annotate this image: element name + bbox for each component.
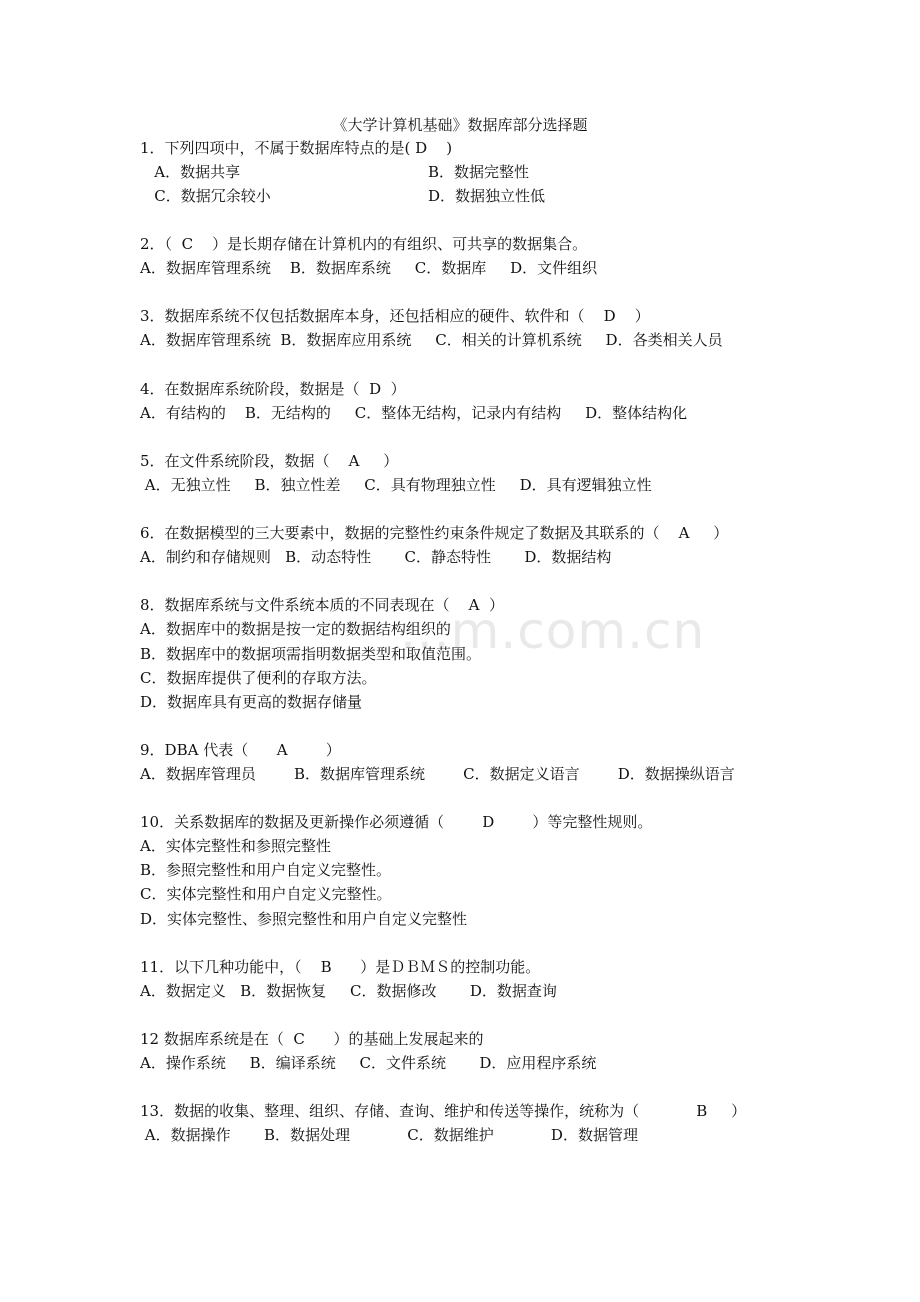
q10-option-c: C．实体完整性和用户自定义完整性。 <box>140 885 392 903</box>
q1-option-b: B．数据完整性 <box>428 163 530 181</box>
page-title: 《大学计算机基础》数据库部分选择题 <box>332 116 588 134</box>
question-11: 11．以下几种功能中，（ B ）是ＤＢＭＳ的控制功能。 <box>140 958 541 976</box>
q2-options: A．数据库管理系统 B．数据库系统 C．数据库 D．文件组织 <box>140 259 598 277</box>
question-10: 10．关系数据库的数据及更新操作必须遵循（ D ）等完整性规则。 <box>140 813 653 831</box>
question-8: 8．数据库系统与文件系统本质的不同表现在（ A ） <box>140 596 504 614</box>
q8-option-c: C．数据库提供了便利的存取方法。 <box>140 669 377 687</box>
q10-option-d: D．实体完整性、参照完整性和用户自定义完整性 <box>140 910 468 928</box>
question-2: 2．（ C ）是长期存储在计算机内的有组织、可共享的数据集合。 <box>140 235 588 253</box>
question-3: 3．数据库系统不仅包括数据库本身，还包括相应的硬件、软件和（ D ） <box>140 307 650 325</box>
question-5: 5．在文件系统阶段，数据（ A ） <box>140 452 399 470</box>
q10-option-a: A．实体完整性和参照完整性 <box>140 837 331 855</box>
question-12: 12 数据库系统是在（ C ）的基础上发展起来的 <box>140 1030 484 1048</box>
q1-option-c: C．数据冗余较小 <box>140 187 271 205</box>
q9-options: A．数据库管理员 B．数据库管理系统 C．数据定义语言 D．数据操纵语言 <box>140 765 735 783</box>
q8-option-b: B．数据库中的数据项需指明数据类型和取值范围。 <box>140 645 482 663</box>
q8-option-d: D．数据库具有更高的数据存储量 <box>140 693 363 711</box>
question-13: 13．数据的收集、整理、组织、存储、查询、维护和传送等操作，统称为（ B ） <box>140 1102 747 1120</box>
q1-option-d: D．数据独立性低 <box>428 187 546 205</box>
question-4: 4．在数据库系统阶段，数据是（ D ） <box>140 380 406 398</box>
question-9: 9．DBA 代表（ A ） <box>140 741 341 759</box>
q4-options: A．有结构的 B．无结构的 C．整体无结构，记录内有结构 D．整体结构化 <box>140 404 688 422</box>
q5-options: A．无独立性 B．独立性差 C．具有物理独立性 D．具有逻辑独立性 <box>140 476 652 494</box>
q13-options: A．数据操作 B．数据处理 C．数据维护 D．数据管理 <box>140 1126 638 1144</box>
question-1: 1．下列四项中，不属于数据库特点的是( D ) <box>140 139 453 157</box>
watermark: ...m.com.cn <box>400 602 706 660</box>
q12-options: A．操作系统 B．编译系统 C．文件系统 D．应用程序系统 <box>140 1054 597 1072</box>
q1-option-a: A．数据共享 <box>140 163 241 181</box>
question-6: 6．在数据模型的三大要素中，数据的完整性约束条件规定了数据及其联系的（ A ） <box>140 524 729 542</box>
q6-options: A．制约和存储规则 B．动态特性 C．静态特性 D．数据结构 <box>140 548 612 566</box>
q11-options: A．数据定义 B．数据恢复 C．数据修改 D．数据查询 <box>140 982 557 1000</box>
q10-option-b: B．参照完整性和用户自定义完整性。 <box>140 861 392 879</box>
q3-options: A．数据库管理系统 B．数据库应用系统 C．相关的计算机系统 D．各类相关人员 <box>140 331 723 349</box>
q8-option-a: A．数据库中的数据是按一定的数据结构组织的 <box>140 620 451 638</box>
